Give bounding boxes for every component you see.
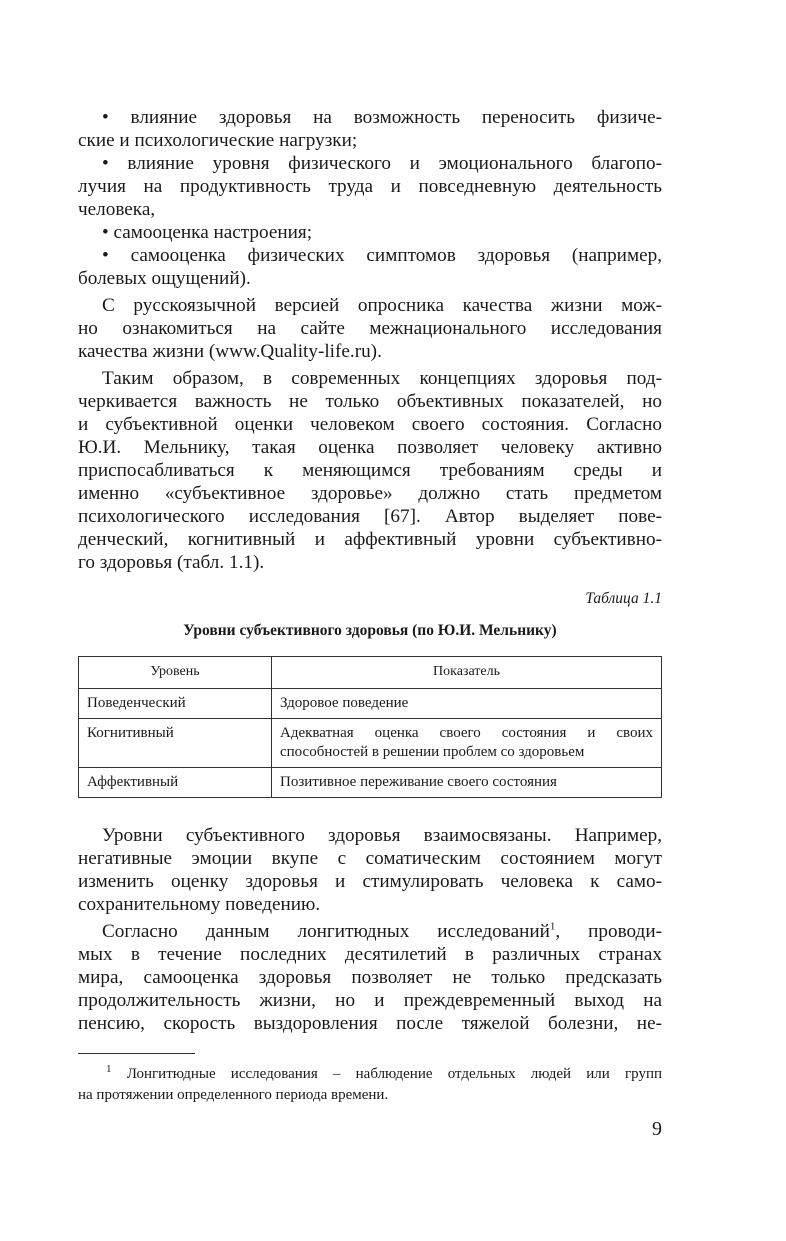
table-row (79, 689, 662, 719)
text-line: болевых ощущений). (78, 268, 251, 289)
body-text-top (78, 106, 662, 574)
table-header-row (79, 657, 662, 689)
text-line: ские и психологические нагрузки; (78, 130, 358, 151)
footnote (78, 1064, 662, 1106)
text-line: приспосабливаться к меняющимся требованиям среды и (78, 460, 662, 481)
text-line: качества жизни (www.Quality-life.ru). (78, 341, 382, 362)
text-line: денческий, когнитивный и аффективный уровни субъективно- (78, 529, 662, 550)
text-line: Таким образом, в современных концепциях здоровья под- (102, 368, 662, 389)
text-line: • влияние здоровья на возможность переносить физиче- (102, 107, 662, 128)
level-cell: Аффективный (79, 768, 272, 798)
levels-table (78, 656, 662, 798)
text-line: но ознакомиться на сайте межнационального исследования (78, 318, 662, 339)
text-line: • самооценка физических симптомов здоровья (например, (102, 245, 662, 266)
text-line: мых в течение последних десятилетий в различных странах (78, 944, 662, 965)
text-line: психологического исследования [67]. Автор выделяет пове- (78, 506, 662, 527)
body-text-bottom (78, 824, 662, 1035)
text-line: черкивается важность не только объективных показателей, но (78, 391, 662, 412)
text-line: мира, самооценка здоровья позволяет не только предсказать (78, 967, 662, 988)
indicator-cell: Здоровое поведение (272, 689, 662, 719)
text-line: именно «субъективное здоровье» должно стать предметом (78, 483, 662, 504)
text-line: пенсию, скорость выздоровления после тяжелой болезни, не- (78, 1013, 662, 1034)
header-indicator: Показатель (272, 657, 662, 689)
table-row (79, 719, 662, 768)
table-title: Уровни субъективного здоровья (по Ю.И. Мельнику) (183, 622, 557, 639)
footnote-marker: 1 (106, 1063, 112, 1075)
text-line: Уровни субъективного здоровья взаимосвязаны. Например, (102, 825, 662, 846)
page-number: 9 (652, 1118, 662, 1140)
text-line: • влияние уровня физического и эмоционального благопо- (102, 153, 662, 174)
text-line (78, 920, 662, 943)
text-line: го здоровья (табл. 1.1). (78, 552, 265, 573)
text-segment: Согласно данным лонгитюдных исследований (102, 921, 550, 942)
indicator-cell: Позитивное переживание своего состояния (272, 768, 662, 798)
text-line: негативные эмоции вкупе с соматическим состоянием могут (78, 848, 662, 869)
footnote-ref: 1 (549, 920, 556, 933)
footnote-text-1: Лонгитюдные исследования – наблюдение отдельных людей или групп (126, 1066, 662, 1082)
text-line: • самооценка настроения; (102, 222, 313, 243)
text-line: лучия на продуктивность труда и повседневную деятельность (78, 176, 662, 197)
footnote-line: на протяжении определенного периода времени. (78, 1087, 389, 1103)
table-row (79, 768, 662, 798)
text-line: Ю.И. Мельнику, такая оценка позволяет человеку активно (78, 437, 662, 458)
footnote-line (78, 1064, 662, 1085)
footnote-divider (78, 1053, 195, 1054)
table-label: Таблица 1.1 (585, 590, 662, 607)
text-line: сохранительному поведению. (78, 894, 321, 915)
text-line: С русскоязычной версией опросника качества жизни мож- (102, 295, 662, 316)
text-segment: , проводи- (555, 921, 662, 942)
indicator-cell: Адекватная оценка своего состояния и своих способностей в решении проблем со здоровьем (272, 719, 662, 768)
text-line: изменить оценку здоровья и стимулировать человека к само- (78, 871, 662, 892)
text-line: человека, (78, 199, 156, 220)
level-cell: Когнитивный (79, 719, 272, 768)
text-line: и субъективной оценки человеком своего состояния. Согласно (78, 414, 662, 435)
header-level: Уровень (79, 657, 272, 689)
text-line: продолжительность жизни, но и преждевременный выход на (78, 990, 662, 1011)
level-cell: Поведенческий (79, 689, 272, 719)
